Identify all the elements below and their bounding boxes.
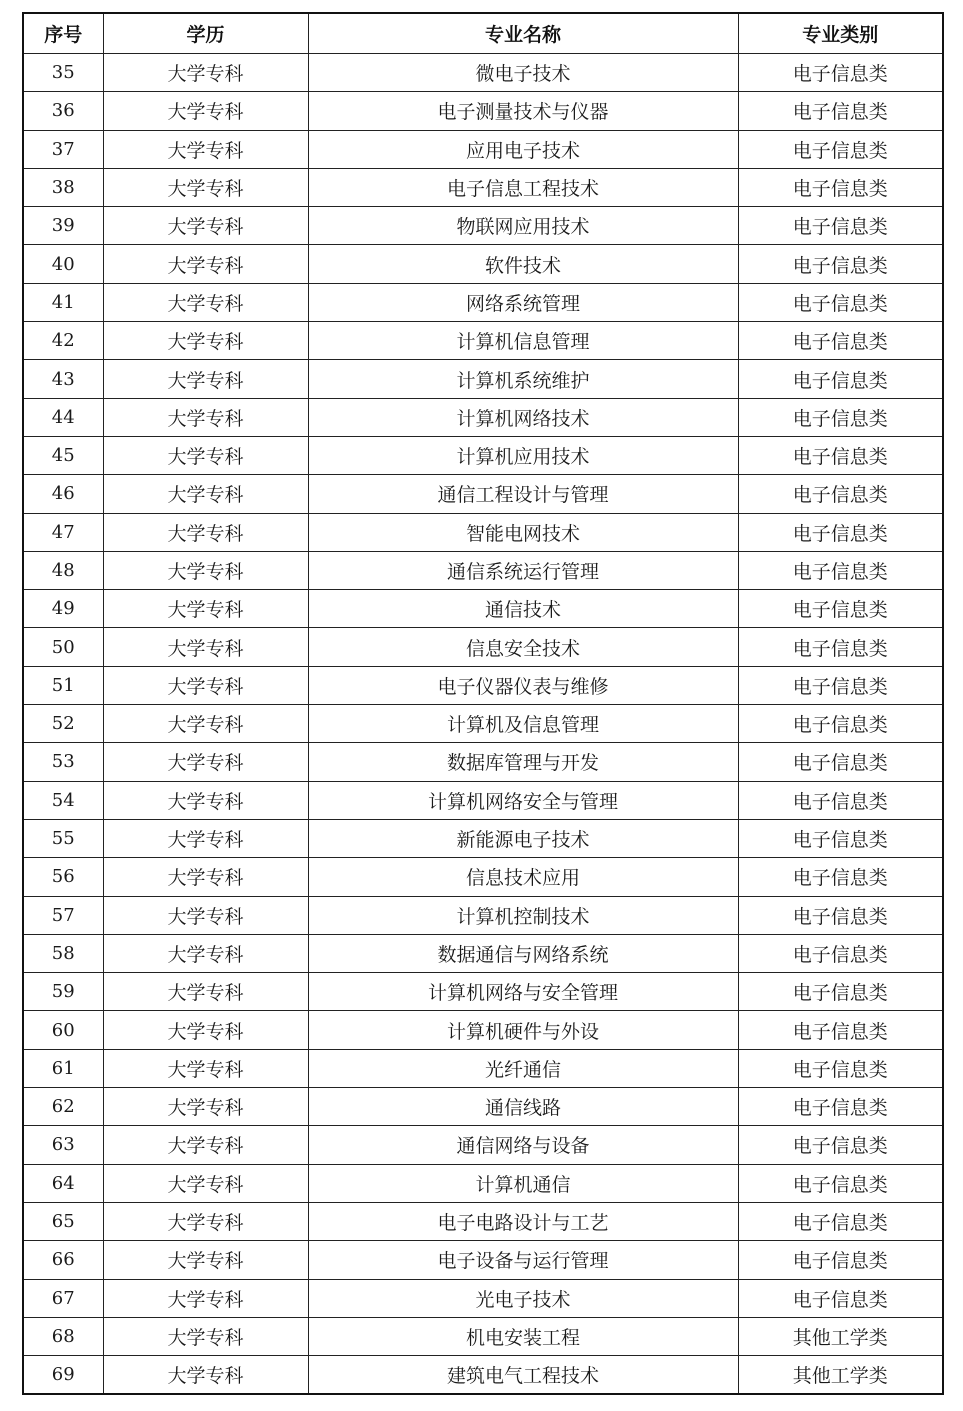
cell-education: 大学专科 — [103, 743, 308, 781]
cell-major-name: 通信网络与设备 — [308, 1126, 738, 1164]
table-row — [23, 934, 943, 972]
cell-education: 大学专科 — [103, 1088, 308, 1126]
cell-serial-number: 65 — [23, 1202, 103, 1240]
cell-serial-number: 67 — [23, 1279, 103, 1317]
cell-major-name: 计算机网络与安全管理 — [308, 973, 738, 1011]
cell-major-category: 电子信息类 — [738, 705, 943, 743]
cell-major-category: 电子信息类 — [738, 1279, 943, 1317]
table-row — [23, 245, 943, 283]
cell-major-name: 微电子技术 — [308, 54, 738, 92]
cell-major-category: 电子信息类 — [738, 130, 943, 168]
cell-education: 大学专科 — [103, 896, 308, 934]
cell-education: 大学专科 — [103, 781, 308, 819]
cell-major-category: 电子信息类 — [738, 1049, 943, 1087]
table-row — [23, 551, 943, 589]
table-row — [23, 92, 943, 130]
cell-serial-number: 49 — [23, 590, 103, 628]
cell-serial-number: 45 — [23, 436, 103, 474]
cell-major-name: 新能源电子技术 — [308, 819, 738, 857]
cell-education: 大学专科 — [103, 1317, 308, 1355]
cell-education: 大学专科 — [103, 398, 308, 436]
table-row — [23, 398, 943, 436]
cell-major-name: 计算机控制技术 — [308, 896, 738, 934]
cell-major-category: 电子信息类 — [738, 168, 943, 206]
cell-major-name: 建筑电气工程技术 — [308, 1356, 738, 1395]
cell-major-name: 数据通信与网络系统 — [308, 934, 738, 972]
cell-major-category: 电子信息类 — [738, 436, 943, 474]
cell-serial-number: 63 — [23, 1126, 103, 1164]
cell-major-name: 应用电子技术 — [308, 130, 738, 168]
cell-education: 大学专科 — [103, 322, 308, 360]
table-row — [23, 475, 943, 513]
cell-major-name: 计算机及信息管理 — [308, 705, 738, 743]
table-row — [23, 54, 943, 92]
major-table — [22, 12, 944, 1395]
cell-major-name: 计算机系统维护 — [308, 360, 738, 398]
cell-major-name: 通信系统运行管理 — [308, 551, 738, 589]
cell-serial-number: 66 — [23, 1241, 103, 1279]
cell-major-category: 电子信息类 — [738, 743, 943, 781]
cell-major-category: 电子信息类 — [738, 934, 943, 972]
cell-serial-number: 55 — [23, 819, 103, 857]
table-row — [23, 1164, 943, 1202]
cell-serial-number: 48 — [23, 551, 103, 589]
table-row — [23, 666, 943, 704]
header-education: 学历 — [103, 13, 308, 54]
cell-major-category: 电子信息类 — [738, 398, 943, 436]
header-serial-number: 序号 — [23, 13, 103, 54]
cell-serial-number: 39 — [23, 207, 103, 245]
cell-education: 大学专科 — [103, 283, 308, 321]
cell-education: 大学专科 — [103, 130, 308, 168]
cell-serial-number: 56 — [23, 858, 103, 896]
cell-major-name: 机电安装工程 — [308, 1317, 738, 1355]
table-row — [23, 743, 943, 781]
cell-serial-number: 38 — [23, 168, 103, 206]
table-row — [23, 896, 943, 934]
cell-major-category: 电子信息类 — [738, 666, 943, 704]
cell-serial-number: 53 — [23, 743, 103, 781]
cell-serial-number: 46 — [23, 475, 103, 513]
cell-education: 大学专科 — [103, 1126, 308, 1164]
cell-serial-number: 60 — [23, 1011, 103, 1049]
cell-serial-number: 57 — [23, 896, 103, 934]
cell-serial-number: 40 — [23, 245, 103, 283]
cell-major-category: 电子信息类 — [738, 858, 943, 896]
cell-serial-number: 59 — [23, 973, 103, 1011]
cell-education: 大学专科 — [103, 1202, 308, 1240]
cell-major-name: 计算机硬件与外设 — [308, 1011, 738, 1049]
cell-major-category: 电子信息类 — [738, 1126, 943, 1164]
cell-major-category: 电子信息类 — [738, 1202, 943, 1240]
cell-major-name: 计算机应用技术 — [308, 436, 738, 474]
table-row — [23, 1011, 943, 1049]
cell-major-category: 电子信息类 — [738, 283, 943, 321]
table-row — [23, 513, 943, 551]
table-row — [23, 1356, 943, 1395]
cell-major-name: 软件技术 — [308, 245, 738, 283]
cell-major-category: 电子信息类 — [738, 360, 943, 398]
header-major-name: 专业名称 — [308, 13, 738, 54]
table-body — [23, 54, 943, 1395]
cell-serial-number: 51 — [23, 666, 103, 704]
cell-education: 大学专科 — [103, 705, 308, 743]
cell-serial-number: 36 — [23, 92, 103, 130]
header-major-category: 专业类别 — [738, 13, 943, 54]
cell-education: 大学专科 — [103, 436, 308, 474]
table-row — [23, 1202, 943, 1240]
cell-major-name: 信息安全技术 — [308, 628, 738, 666]
table-row — [23, 590, 943, 628]
table-row — [23, 168, 943, 206]
table-row — [23, 705, 943, 743]
cell-major-name: 电子测量技术与仪器 — [308, 92, 738, 130]
cell-major-name: 通信线路 — [308, 1088, 738, 1126]
cell-major-name: 智能电网技术 — [308, 513, 738, 551]
cell-serial-number: 61 — [23, 1049, 103, 1087]
cell-major-name: 计算机信息管理 — [308, 322, 738, 360]
cell-major-name: 光纤通信 — [308, 1049, 738, 1087]
cell-education: 大学专科 — [103, 245, 308, 283]
cell-serial-number: 35 — [23, 54, 103, 92]
cell-major-category: 电子信息类 — [738, 513, 943, 551]
cell-education: 大学专科 — [103, 513, 308, 551]
cell-serial-number: 50 — [23, 628, 103, 666]
cell-major-name: 电子电路设计与工艺 — [308, 1202, 738, 1240]
cell-serial-number: 44 — [23, 398, 103, 436]
table-row — [23, 819, 943, 857]
table-row — [23, 360, 943, 398]
table-row — [23, 1279, 943, 1317]
cell-major-name: 物联网应用技术 — [308, 207, 738, 245]
cell-education: 大学专科 — [103, 628, 308, 666]
cell-major-category: 电子信息类 — [738, 628, 943, 666]
cell-major-category: 电子信息类 — [738, 551, 943, 589]
cell-major-category: 电子信息类 — [738, 207, 943, 245]
table-header — [23, 13, 943, 54]
cell-education: 大学专科 — [103, 551, 308, 589]
cell-major-category: 电子信息类 — [738, 54, 943, 92]
cell-major-category: 电子信息类 — [738, 245, 943, 283]
cell-education: 大学专科 — [103, 858, 308, 896]
cell-major-category: 电子信息类 — [738, 590, 943, 628]
cell-education: 大学专科 — [103, 1164, 308, 1202]
cell-serial-number: 69 — [23, 1356, 103, 1395]
header-row — [23, 13, 943, 54]
cell-serial-number: 42 — [23, 322, 103, 360]
table-row — [23, 130, 943, 168]
cell-serial-number: 68 — [23, 1317, 103, 1355]
cell-education: 大学专科 — [103, 54, 308, 92]
cell-major-name: 电子信息工程技术 — [308, 168, 738, 206]
cell-major-name: 网络系统管理 — [308, 283, 738, 321]
cell-major-name: 光电子技术 — [308, 1279, 738, 1317]
cell-serial-number: 62 — [23, 1088, 103, 1126]
cell-major-category: 电子信息类 — [738, 781, 943, 819]
cell-education: 大学专科 — [103, 168, 308, 206]
cell-serial-number: 41 — [23, 283, 103, 321]
cell-serial-number: 37 — [23, 130, 103, 168]
table-row — [23, 1088, 943, 1126]
cell-major-category: 其他工学类 — [738, 1317, 943, 1355]
cell-major-name: 通信技术 — [308, 590, 738, 628]
cell-education: 大学专科 — [103, 1279, 308, 1317]
cell-major-name: 通信工程设计与管理 — [308, 475, 738, 513]
cell-major-name: 信息技术应用 — [308, 858, 738, 896]
cell-education: 大学专科 — [103, 475, 308, 513]
table-row — [23, 973, 943, 1011]
table-row — [23, 1049, 943, 1087]
cell-serial-number: 58 — [23, 934, 103, 972]
cell-major-category: 电子信息类 — [738, 1164, 943, 1202]
cell-education: 大学专科 — [103, 590, 308, 628]
cell-education: 大学专科 — [103, 1356, 308, 1395]
cell-major-category: 电子信息类 — [738, 1011, 943, 1049]
table-row — [23, 1126, 943, 1164]
cell-education: 大学专科 — [103, 207, 308, 245]
cell-education: 大学专科 — [103, 666, 308, 704]
table-row — [23, 858, 943, 896]
table-row — [23, 207, 943, 245]
cell-major-name: 电子仪器仪表与维修 — [308, 666, 738, 704]
cell-major-category: 电子信息类 — [738, 322, 943, 360]
table-row — [23, 781, 943, 819]
cell-major-category: 电子信息类 — [738, 1241, 943, 1279]
cell-major-category: 电子信息类 — [738, 973, 943, 1011]
cell-education: 大学专科 — [103, 1241, 308, 1279]
cell-serial-number: 54 — [23, 781, 103, 819]
cell-major-name: 计算机通信 — [308, 1164, 738, 1202]
table-row — [23, 1317, 943, 1355]
cell-major-category: 电子信息类 — [738, 92, 943, 130]
cell-major-category: 电子信息类 — [738, 475, 943, 513]
table-row — [23, 322, 943, 360]
cell-major-category: 电子信息类 — [738, 1088, 943, 1126]
cell-serial-number: 64 — [23, 1164, 103, 1202]
cell-serial-number: 47 — [23, 513, 103, 551]
cell-major-name: 计算机网络安全与管理 — [308, 781, 738, 819]
cell-major-name: 数据库管理与开发 — [308, 743, 738, 781]
cell-serial-number: 52 — [23, 705, 103, 743]
cell-education: 大学专科 — [103, 819, 308, 857]
cell-major-category: 其他工学类 — [738, 1356, 943, 1395]
cell-education: 大学专科 — [103, 1049, 308, 1087]
major-table-container — [22, 12, 942, 1395]
cell-serial-number: 43 — [23, 360, 103, 398]
cell-education: 大学专科 — [103, 973, 308, 1011]
table-row — [23, 628, 943, 666]
cell-education: 大学专科 — [103, 1011, 308, 1049]
cell-education: 大学专科 — [103, 92, 308, 130]
table-row — [23, 283, 943, 321]
cell-education: 大学专科 — [103, 360, 308, 398]
table-row — [23, 1241, 943, 1279]
cell-major-name: 电子设备与运行管理 — [308, 1241, 738, 1279]
cell-major-category: 电子信息类 — [738, 896, 943, 934]
cell-education: 大学专科 — [103, 934, 308, 972]
cell-major-name: 计算机网络技术 — [308, 398, 738, 436]
table-row — [23, 436, 943, 474]
cell-major-category: 电子信息类 — [738, 819, 943, 857]
